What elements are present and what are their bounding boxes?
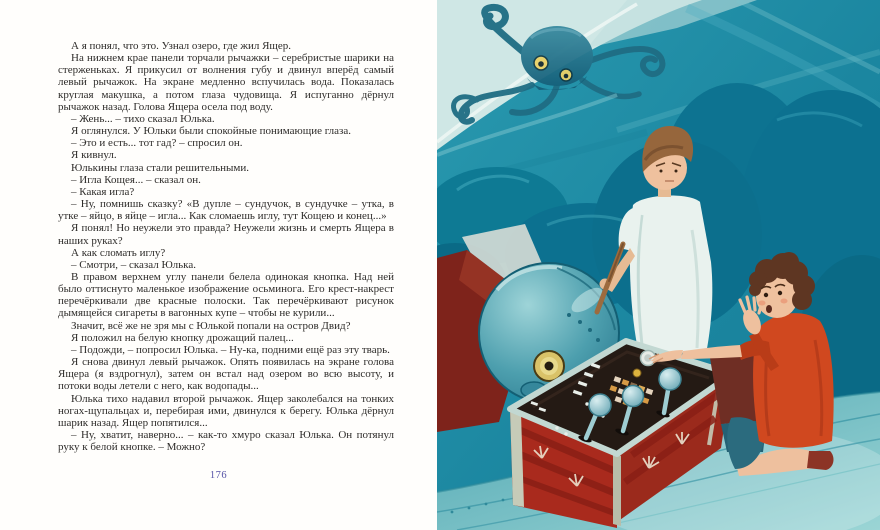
- sandal: [807, 451, 833, 470]
- text-paragraph: Значит, всё же не зря мы с Юлькой попали на остров Двид?: [71, 319, 351, 332]
- text-paragraph: – Смотри, – сказал Юлька.: [71, 258, 196, 271]
- text-paragraph: Я оглянулся. У Юльки были спокойные понимающие глаза.: [71, 125, 352, 138]
- text-paragraph: – Ну, хватит, наверно... – как-то хмуро сказал Юлька. Он потянул руку к белой кнопке. – Можно?: [58, 429, 394, 454]
- right-page-illustration: [437, 0, 880, 530]
- text-paragraph: Юлька тихо надавил второй рычажок. Ящер заколебался на тонких ногах-щупальцах и, перебирая ими, двинулся к берегу. Юлька дёрнул шарик назад. Ящер попятился...: [58, 392, 394, 429]
- surprised-mouth: [766, 305, 772, 313]
- text-paragraph: Я положил на белую кнопку дрожащий палец...: [71, 331, 294, 344]
- text-paragraph: – Ну, помнишь сказку? «В дупле – сундучок, в сундучке – утка, в утке – яйцо, в яйце – игла... Как сломаешь иглу, тут Кощею и конец...»: [58, 198, 394, 223]
- text-paragraph: Я кивнул.: [71, 149, 117, 162]
- page-text: [58, 40, 394, 453]
- text-paragraph: – Это и есть... тот гад? – спросил он.: [71, 137, 243, 150]
- text-paragraph: На нижнем крае панели торчали рычажки – серебристые шарики на стерженьках. Я прикусил от волнения губу и двинул вперёд самый левый рычажок. На экране медленно вспучилась вода. Показалась круглая макушка, а потом глаза чудовища. Я испуганно дёрнул рычажок назад. Голова Ящера осела под воду.: [58, 52, 394, 113]
- text-paragraph: Юлькины глаза стали решительными.: [71, 161, 249, 174]
- text-paragraph: – Игла Кощея... – сказал он.: [71, 173, 201, 186]
- text-paragraph: – Жень... – тихо сказал Юлька.: [71, 112, 215, 125]
- text-paragraph: А я понял, что это. Узнал озеро, где жил Ящер.: [71, 40, 292, 52]
- text-paragraph: – Подожди, – попросил Юлька. – Ну-ка, подними ещё раз эту тварь.: [71, 343, 390, 356]
- text-paragraph: – Какая игла?: [71, 185, 135, 198]
- text-paragraph: В правом верхнем углу панели белела одинокая кнопка. Над ней было оттиснуто маленькое изображение осьминога. Его крест-накрест перечёркивали две красные полоски. Так перечёркивают рисунок дымящейся сигареты в вагонных купе – чтобы не курили...: [58, 270, 394, 320]
- text-paragraph: А как сломать иглу?: [71, 246, 166, 259]
- text-paragraph: Я понял! Но неужели это правда? Неужели жизнь и смерть Ящера в наших руках?: [58, 222, 394, 247]
- page-number: 176: [209, 470, 228, 481]
- left-page: [0, 0, 437, 530]
- text-paragraph: Я снова двинул левый рычажок. Опять появилась на экране голова Ящера (я вздрогнул), затем он встал над озером во всю высоту, и потоки воды летели с него, как водопады...: [58, 356, 394, 393]
- illustration-canvas: [437, 0, 880, 530]
